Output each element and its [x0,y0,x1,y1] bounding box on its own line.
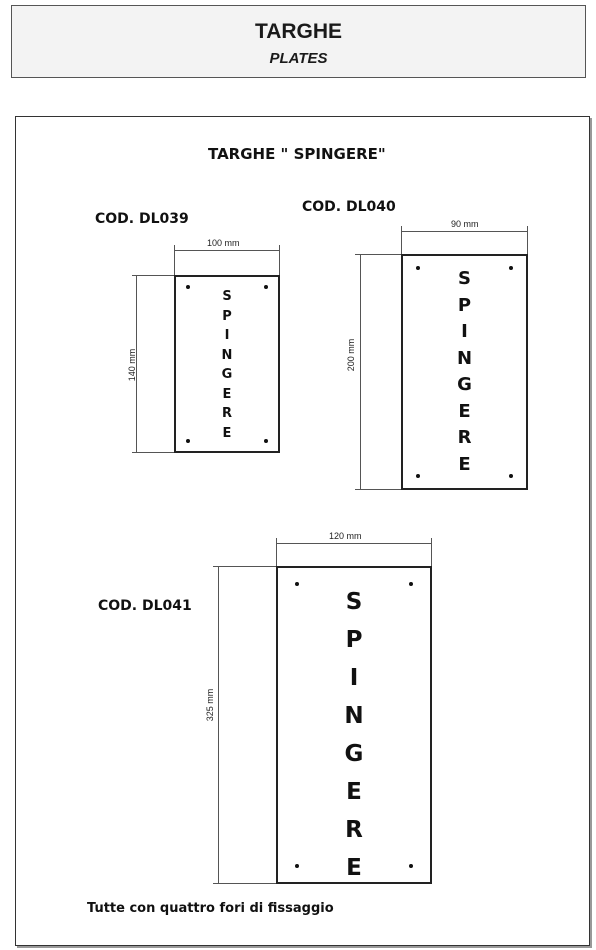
plate-letter: N [344,703,364,729]
width-dimension-line [174,250,280,251]
dimension-tick [276,538,277,566]
plate-letter: P [222,308,232,324]
page-title: TARGHE [254,20,343,43]
dimension-tick [355,254,401,255]
dimension-tick [174,245,175,275]
plate-code-dl041: COD. DL041 [98,598,192,614]
plate-code-dl040: COD. DL040 [302,199,396,215]
plate-letter: N [456,347,473,369]
plate-letter: E [458,453,471,475]
plate-letter: R [457,427,472,448]
dimension-tick [279,245,280,275]
width-label-dl040: 90 mm [451,219,479,229]
plate-dl041 [276,566,432,884]
width-dimension-line [401,231,528,232]
plate-text-dl039 [176,287,278,443]
plate-letter: I [224,328,230,343]
plate-letter: E [346,779,362,805]
plate-letter: S [458,268,471,289]
dimension-tick [401,226,402,254]
height-dimension-line [218,566,219,884]
page-subtitle: PLATES [269,50,328,67]
height-dimension-line [360,254,361,490]
plate-letter: I [461,321,468,342]
height-label-dl041: 325 mm [205,688,215,722]
plate-letter: G [221,367,233,382]
catalog-heading: TARGHE " SPINGERE" [208,145,386,163]
dimension-tick [431,538,432,566]
dimension-tick [213,883,276,884]
width-dimension-line [276,543,432,544]
dimension-tick [132,275,174,276]
height-label-dl040: 200 mm [346,338,356,372]
plate-letter: E [222,386,232,402]
plate-letter: E [346,855,362,881]
catalog-footnote: Tutte con quattro fori di fissaggio [87,901,334,916]
plate-text-dl040 [403,266,526,478]
plate-letter: S [222,289,232,304]
dimension-tick [355,489,401,490]
plate-letter: R [345,817,363,843]
plate-letter: S [345,589,363,615]
plate-letter: I [349,665,359,691]
plate-letter: R [221,406,232,421]
dimension-tick [213,566,276,567]
plate-letter: G [344,741,364,767]
plate-letter: P [457,294,472,316]
plate-text-dl041 [278,583,430,887]
plate-letter: E [222,425,232,441]
dimension-tick [132,452,174,453]
plate-letter: P [345,627,363,653]
plate-dl040 [401,254,528,490]
plate-dl039 [174,275,280,453]
plate-letter: E [458,400,471,422]
width-label-dl039: 100 mm [207,238,240,248]
width-label-dl041: 120 mm [329,531,362,541]
plate-letter: N [221,347,233,363]
plate-letter: G [457,374,472,395]
page-header [11,5,586,78]
plate-code-dl039: COD. DL039 [95,211,189,227]
dimension-tick [527,226,528,254]
height-label-dl039: 140 mm [127,348,137,382]
